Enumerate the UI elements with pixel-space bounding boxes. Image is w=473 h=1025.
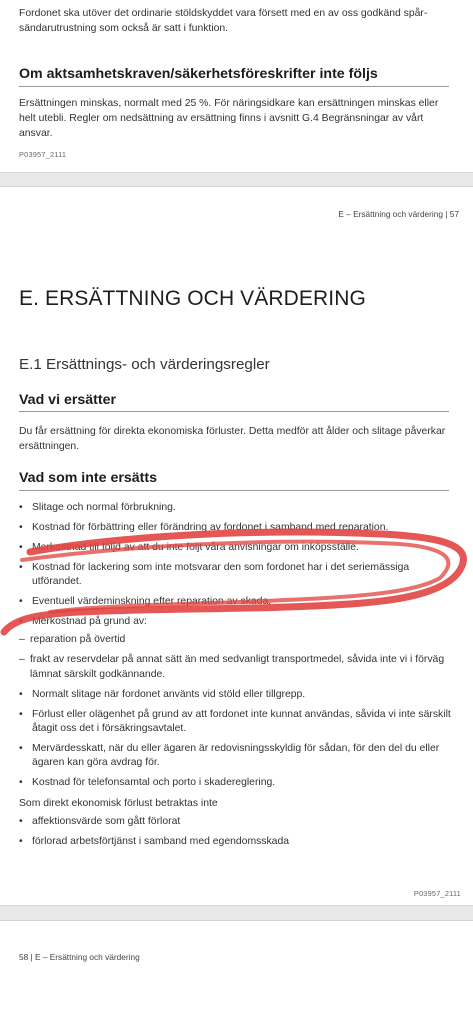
list-item-text: Normalt slitage när fordonet använts vid stöld eller tillgrepp. bbox=[32, 688, 306, 700]
bullet-glyph: • bbox=[19, 708, 23, 720]
bullet-glyph: • bbox=[19, 742, 23, 754]
running-header: 58 | E – Ersättning och värdering bbox=[19, 952, 140, 962]
heading-rule bbox=[19, 86, 449, 87]
list-item-text: Förlust eller olägenhet på grund av att fordonet inte kunnat användas, såvida vi inte särskilt åtagit oss det i försäkringsavtalet. bbox=[32, 708, 451, 734]
aktsamhet-paragraph: Ersättningen minskas, normalt med 25 %. För näringsidkare kan ersättningen minskas eller helt utebli. Regler om nedsättning av ersättning finns i avsnitt G.4 Begränsningar av vårt ansvar. bbox=[19, 98, 439, 139]
list-item bbox=[19, 541, 455, 555]
bullet-glyph: • bbox=[19, 777, 23, 789]
bullet-glyph: • bbox=[19, 542, 23, 553]
heading-vad-vi-ersatter: Vad vi ersätter bbox=[19, 392, 117, 408]
running-header: E – Ersättning och värdering | 57 bbox=[338, 209, 459, 219]
heading-rule bbox=[19, 490, 449, 491]
list-item bbox=[19, 615, 455, 629]
merkostnad-sublist bbox=[19, 633, 455, 681]
list-item bbox=[19, 595, 455, 609]
bullet-glyph: • bbox=[19, 562, 23, 573]
document-code: P03957_2111 bbox=[413, 889, 461, 898]
direct-loss-intro: Som direkt ekonomisk förlust betraktas inte bbox=[19, 798, 218, 810]
section-title: E.1 Ersättnings- och värderingsregler bbox=[19, 356, 270, 373]
list-item-text: Kostnad för lackering som inte motsvarar den som fordonet har i det seriemässiga utförandet. bbox=[32, 562, 410, 588]
vad-vi-ersatter-paragraph: Du får ersättning för direkta ekonomiska förluster. Detta medför att ålder och slitage påverkar ersättningen. bbox=[19, 426, 446, 452]
list-item-text: Merkostnad på grund av: bbox=[32, 616, 147, 628]
sub-list-item-text: reparation på övertid bbox=[30, 634, 126, 646]
list-item-text: Merkostnad till följd av att du inte följt våra anvisningar om inköpsställe. bbox=[32, 542, 359, 553]
list-item bbox=[19, 742, 455, 770]
exclusions-list bbox=[19, 501, 455, 629]
bullet-glyph: • bbox=[19, 816, 23, 828]
list-item bbox=[19, 815, 455, 829]
dash-glyph: – bbox=[19, 634, 25, 646]
heading-vad-som-inte-ersatts: Vad som inte ersätts bbox=[19, 470, 157, 486]
list-item bbox=[19, 835, 455, 849]
bullet-glyph: • bbox=[19, 688, 23, 700]
bullet-glyph: • bbox=[19, 596, 23, 608]
bullet-glyph: • bbox=[19, 616, 23, 628]
list-item bbox=[19, 776, 455, 790]
dash-glyph: – bbox=[19, 654, 25, 666]
exclusions-list-continued bbox=[19, 688, 455, 791]
chapter-title: E. ERSÄTTNING OCH VÄRDERING bbox=[19, 287, 366, 310]
list-item-text: förlorad arbetsförtjänst i samband med egendomsskada bbox=[32, 836, 290, 848]
heading-rule bbox=[19, 411, 449, 412]
sub-list-item-text: frakt av reservdelar på annat sätt än med sedvanligt transportmedel, såvida inte vi i förväg lämnat särskilt godkännande. bbox=[30, 654, 445, 680]
exclusions-list-block bbox=[19, 501, 455, 855]
list-item bbox=[19, 501, 455, 515]
list-item-text: Mervärdesskatt, när du eller ägaren är redovisningsskyldig för sådan, för den del du eller ägaren kan göra avdrag för. bbox=[32, 742, 440, 769]
sub-list-item bbox=[19, 653, 455, 681]
bullet-glyph: • bbox=[19, 522, 23, 533]
bullet-glyph: • bbox=[19, 502, 23, 513]
sub-list-item bbox=[19, 633, 455, 647]
list-item bbox=[19, 688, 455, 702]
list-item-text: Eventuell värdeminskning efter reparation av skada. bbox=[32, 596, 272, 608]
list-item bbox=[19, 521, 455, 535]
document-code: P03957_2111 bbox=[19, 150, 67, 159]
bullet-glyph: • bbox=[19, 836, 23, 848]
page-previous bbox=[0, 0, 473, 173]
list-item-text: affektionsvärde som gått förlorat bbox=[32, 816, 181, 828]
intro-paragraph: Fordonet ska utöver det ordinarie stöldskyddet vara försett med en av oss godkänd spårsändarutrustning som också är satt i funktion. bbox=[19, 8, 428, 34]
list-item bbox=[19, 708, 455, 736]
page-58 bbox=[0, 920, 473, 1025]
list-item bbox=[19, 561, 455, 589]
list-item-text: Kostnad för förbättring eller förändring av fordonet i samband med reparation. bbox=[32, 522, 389, 533]
list-item-text: Kostnad för telefonsamtal och porto i skadereglering. bbox=[32, 777, 276, 789]
direct-loss-list bbox=[19, 815, 455, 849]
list-item-text: Slitage och normal förbrukning. bbox=[32, 502, 176, 513]
heading-aktsamhet: Om aktsamhetskraven/säkerhetsföreskrifter inte följs bbox=[19, 66, 378, 82]
page-57 bbox=[0, 186, 473, 906]
